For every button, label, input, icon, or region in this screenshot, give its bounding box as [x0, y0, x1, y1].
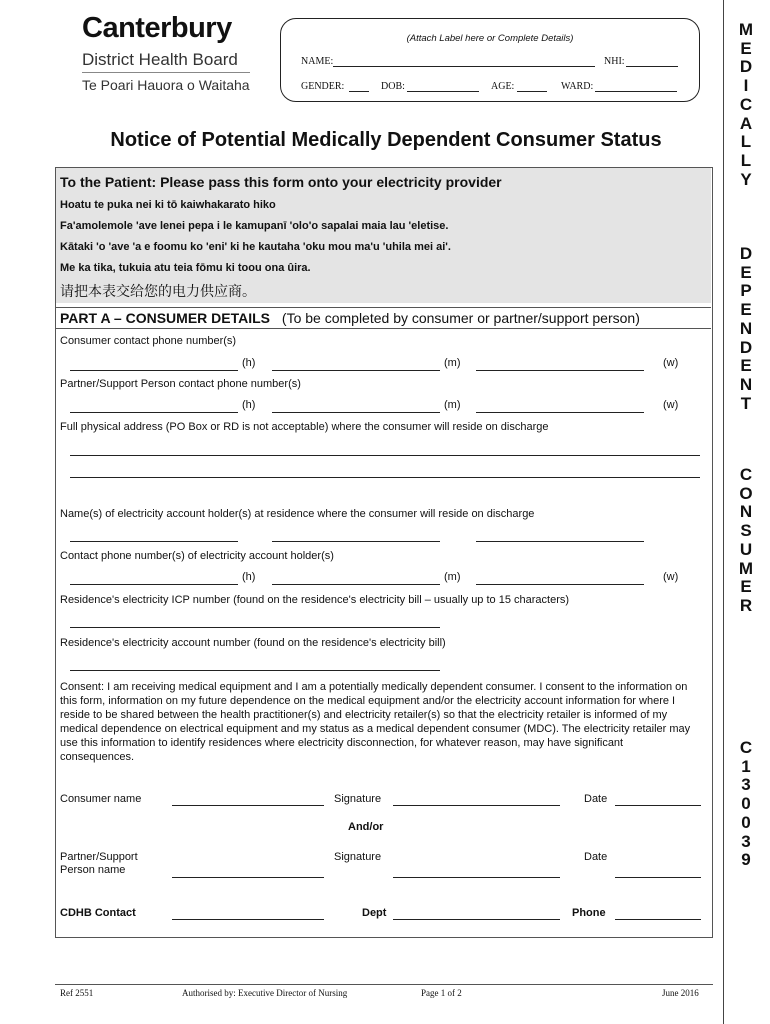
- label-age: AGE:: [491, 81, 515, 92]
- consumer-phone-work-field[interactable]: [476, 370, 644, 371]
- unit-mobile: (m): [444, 399, 461, 411]
- partner-phone-home-field[interactable]: [70, 412, 238, 413]
- address-line-1[interactable]: [70, 455, 700, 456]
- unit-home: (h): [242, 399, 256, 411]
- gender-line[interactable]: [349, 91, 369, 92]
- footer-page: Page 1 of 2: [421, 988, 462, 998]
- holder-names-label: Name(s) of electricity account holder(s) at residence where the consumer will reside on discharge: [60, 508, 535, 520]
- address-label: Full physical address (PO Box or RD is not acceptable) where the consumer will reside on discharge: [60, 421, 549, 433]
- partner-signature-label: Signature: [334, 851, 382, 863]
- consent-text: Consent: I am receiving medical equipment and I am a potentially medically dependent consumer. I consent to the information on this form, information on my future dependence on the medical equipment and/or the electricity account information for where I reside to be shared between the health practitioner(s) and electricity retailer(s) so that the electricity retailer is informed of my medical dependence on electrical equipment and my status as a medical dependent consumer (MDC). The electricity retailer may use this information to identify residences where electricity disconnection, for whatever reason, may have significant consequences.: [60, 681, 691, 763]
- partner-signature-field[interactable]: [393, 877, 560, 878]
- sidebar-letter: D: [739, 57, 753, 77]
- label-ward: WARD:: [561, 81, 594, 92]
- unit-mobile: (m): [444, 357, 461, 369]
- translation-tongan: Kātaki 'o 'ave 'a e foomu ko 'eni' ki he kautaha 'oku mou ma'u 'uhila mei ai'.: [60, 241, 451, 253]
- consumer-name-field[interactable]: [172, 805, 324, 806]
- part-a-note: (To be completed by consumer or partner/support person): [281, 310, 640, 326]
- icp-label: Residence's electricity ICP number (found on the residence's electricity bill – usually up to 15 characters): [60, 594, 570, 606]
- part-a-header: [60, 310, 640, 326]
- consumer-phone-home-field[interactable]: [70, 370, 238, 371]
- sidebar-letter: E: [740, 262, 752, 282]
- holder-name-field-3[interactable]: [476, 541, 644, 542]
- label-nhi: NHI:: [604, 56, 625, 67]
- consumer-phone-mobile-field[interactable]: [272, 370, 440, 371]
- partner-phone-mobile-field[interactable]: [272, 412, 440, 413]
- sidebar-letter: 3: [741, 775, 751, 795]
- translation-maori: Hoatu te puka nei ki tō kaiwhakarato hiko: [60, 199, 276, 211]
- sidebar-letter: M: [738, 20, 754, 39]
- unit-home: (h): [242, 571, 256, 583]
- part-a-bottom-rule: [55, 328, 711, 329]
- footer-date: June 2016: [662, 988, 699, 998]
- cdhb-contact-label: CDHB Contact: [60, 907, 136, 919]
- partner-date-field[interactable]: [615, 877, 701, 878]
- ward-line[interactable]: [595, 91, 677, 92]
- dept-label: Dept: [362, 907, 387, 919]
- footer-ref: Ref 2551: [60, 988, 94, 998]
- sidebar-letter: P: [740, 281, 752, 301]
- sidebar-letter: 1: [741, 756, 751, 776]
- translation-chinese: 请把本表交给您的电力供应商。: [60, 283, 256, 299]
- part-a-title: PART A – CONSUMER DETAILS: [60, 310, 271, 326]
- sidebar-letter: 0: [741, 794, 751, 814]
- sidebar-letter: O: [739, 483, 753, 503]
- sidebar-letter: N: [739, 374, 753, 394]
- footer-authorised: Authorised by: Executive Director of Nursing: [182, 988, 348, 998]
- sidebar-letter: E: [740, 300, 752, 320]
- sidebar-letter: C: [739, 465, 753, 484]
- sidebar-letter: T: [740, 393, 752, 413]
- consumer-date-field[interactable]: [615, 805, 701, 806]
- patient-label-box: [280, 18, 700, 102]
- sidebar-letter: 0: [741, 812, 751, 832]
- cdhb-contact-field[interactable]: [172, 919, 324, 920]
- sidebar-letter: L: [740, 132, 752, 152]
- sidebar-letter: C: [739, 738, 753, 757]
- sidebar-letter: N: [739, 502, 753, 522]
- consumer-phone-label: Consumer contact phone number(s): [60, 335, 237, 347]
- unit-home: (h): [242, 357, 256, 369]
- footer-rule: [55, 984, 713, 985]
- sidebar-letter: E: [740, 356, 752, 376]
- sidebar-letter: 3: [741, 831, 751, 851]
- sidebar-letter: E: [740, 577, 752, 597]
- partner-name-label-2: Person name: [60, 864, 126, 876]
- sidebar-letter: M: [738, 558, 754, 578]
- translation-samoan: Fa'amolemole 'ave lenei pepa i le kamupanī 'olo'o sapalai maia lau 'eletise.: [60, 220, 449, 232]
- partner-name-field[interactable]: [172, 877, 324, 878]
- phone-label: Phone: [572, 907, 606, 919]
- page-title: Notice of Potential Medically Dependent Consumer Status: [110, 129, 662, 151]
- account-number-label: Residence's electricity account number (found on the residence's electricity bill): [60, 637, 446, 649]
- unit-work: (w): [663, 399, 679, 411]
- holder-name-field-1[interactable]: [70, 541, 238, 542]
- sidebar-letter: E: [740, 38, 752, 58]
- logo-maori-name: Te Poari Hauora o Waitaha: [82, 77, 250, 93]
- age-line[interactable]: [517, 91, 547, 92]
- translation-cook-islands: Me ka tika, tukuia atu teia fōmu ki toou ona ûira.: [60, 262, 311, 274]
- logo-divider: [82, 72, 250, 73]
- partner-phone-label: Partner/Support Person contact phone number(s): [60, 378, 301, 390]
- label-hint: (Attach Label here or Complete Details): [406, 33, 574, 44]
- and-or-label: And/or: [348, 821, 384, 833]
- sidebar-letter: Y: [740, 169, 752, 189]
- consumer-signature-label: Signature: [334, 793, 382, 805]
- sidebar-letter: C: [739, 94, 753, 114]
- consumer-signature-field[interactable]: [393, 805, 560, 806]
- account-number-field[interactable]: [70, 670, 440, 671]
- unit-work: (w): [663, 571, 679, 583]
- holder-phone-home-field[interactable]: [70, 584, 238, 585]
- logo-name: Canterbury: [82, 12, 232, 44]
- nhi-line[interactable]: [626, 66, 678, 67]
- partner-phone-work-field[interactable]: [476, 412, 644, 413]
- sidebar-letter: 9: [741, 850, 751, 870]
- holder-phone-label: Contact phone number(s) of electricity account holder(s): [60, 550, 334, 562]
- name-line[interactable]: [333, 66, 595, 67]
- phone-field[interactable]: [615, 919, 701, 920]
- address-line-2[interactable]: [70, 477, 700, 478]
- sidebar-letter: A: [739, 113, 753, 133]
- sidebar-letter: N: [739, 318, 753, 338]
- icp-field[interactable]: [70, 627, 440, 628]
- dob-line[interactable]: [407, 91, 479, 92]
- partner-date-label: Date: [584, 851, 608, 863]
- sidebar-letter: R: [739, 595, 753, 615]
- sidebar-letter: D: [739, 244, 753, 263]
- consumer-name-label: Consumer name: [60, 793, 142, 805]
- consumer-date-label: Date: [584, 793, 608, 805]
- sidebar-letter: U: [739, 539, 753, 559]
- unit-work: (w): [663, 357, 679, 369]
- sidebar-letter: I: [743, 76, 749, 96]
- logo-dhb: District Health Board: [82, 50, 238, 69]
- dept-field[interactable]: [393, 919, 560, 920]
- patient-heading: To the Patient: Please pass this form onto your electricity provider: [60, 174, 502, 190]
- sidebar-letter: S: [740, 521, 752, 541]
- sidebar-letter: L: [740, 150, 752, 170]
- holder-phone-work-field[interactable]: [476, 584, 644, 585]
- partner-name-label-1: Partner/Support: [60, 851, 138, 863]
- holder-name-field-2[interactable]: [272, 541, 440, 542]
- part-a-top-rule: [55, 307, 711, 308]
- label-name: NAME:: [301, 56, 334, 67]
- label-dob: DOB:: [381, 81, 405, 92]
- sidebar-letter: D: [739, 337, 753, 357]
- unit-mobile: (m): [444, 571, 461, 583]
- holder-phone-mobile-field[interactable]: [272, 584, 440, 585]
- label-gender: GENDER:: [301, 81, 345, 92]
